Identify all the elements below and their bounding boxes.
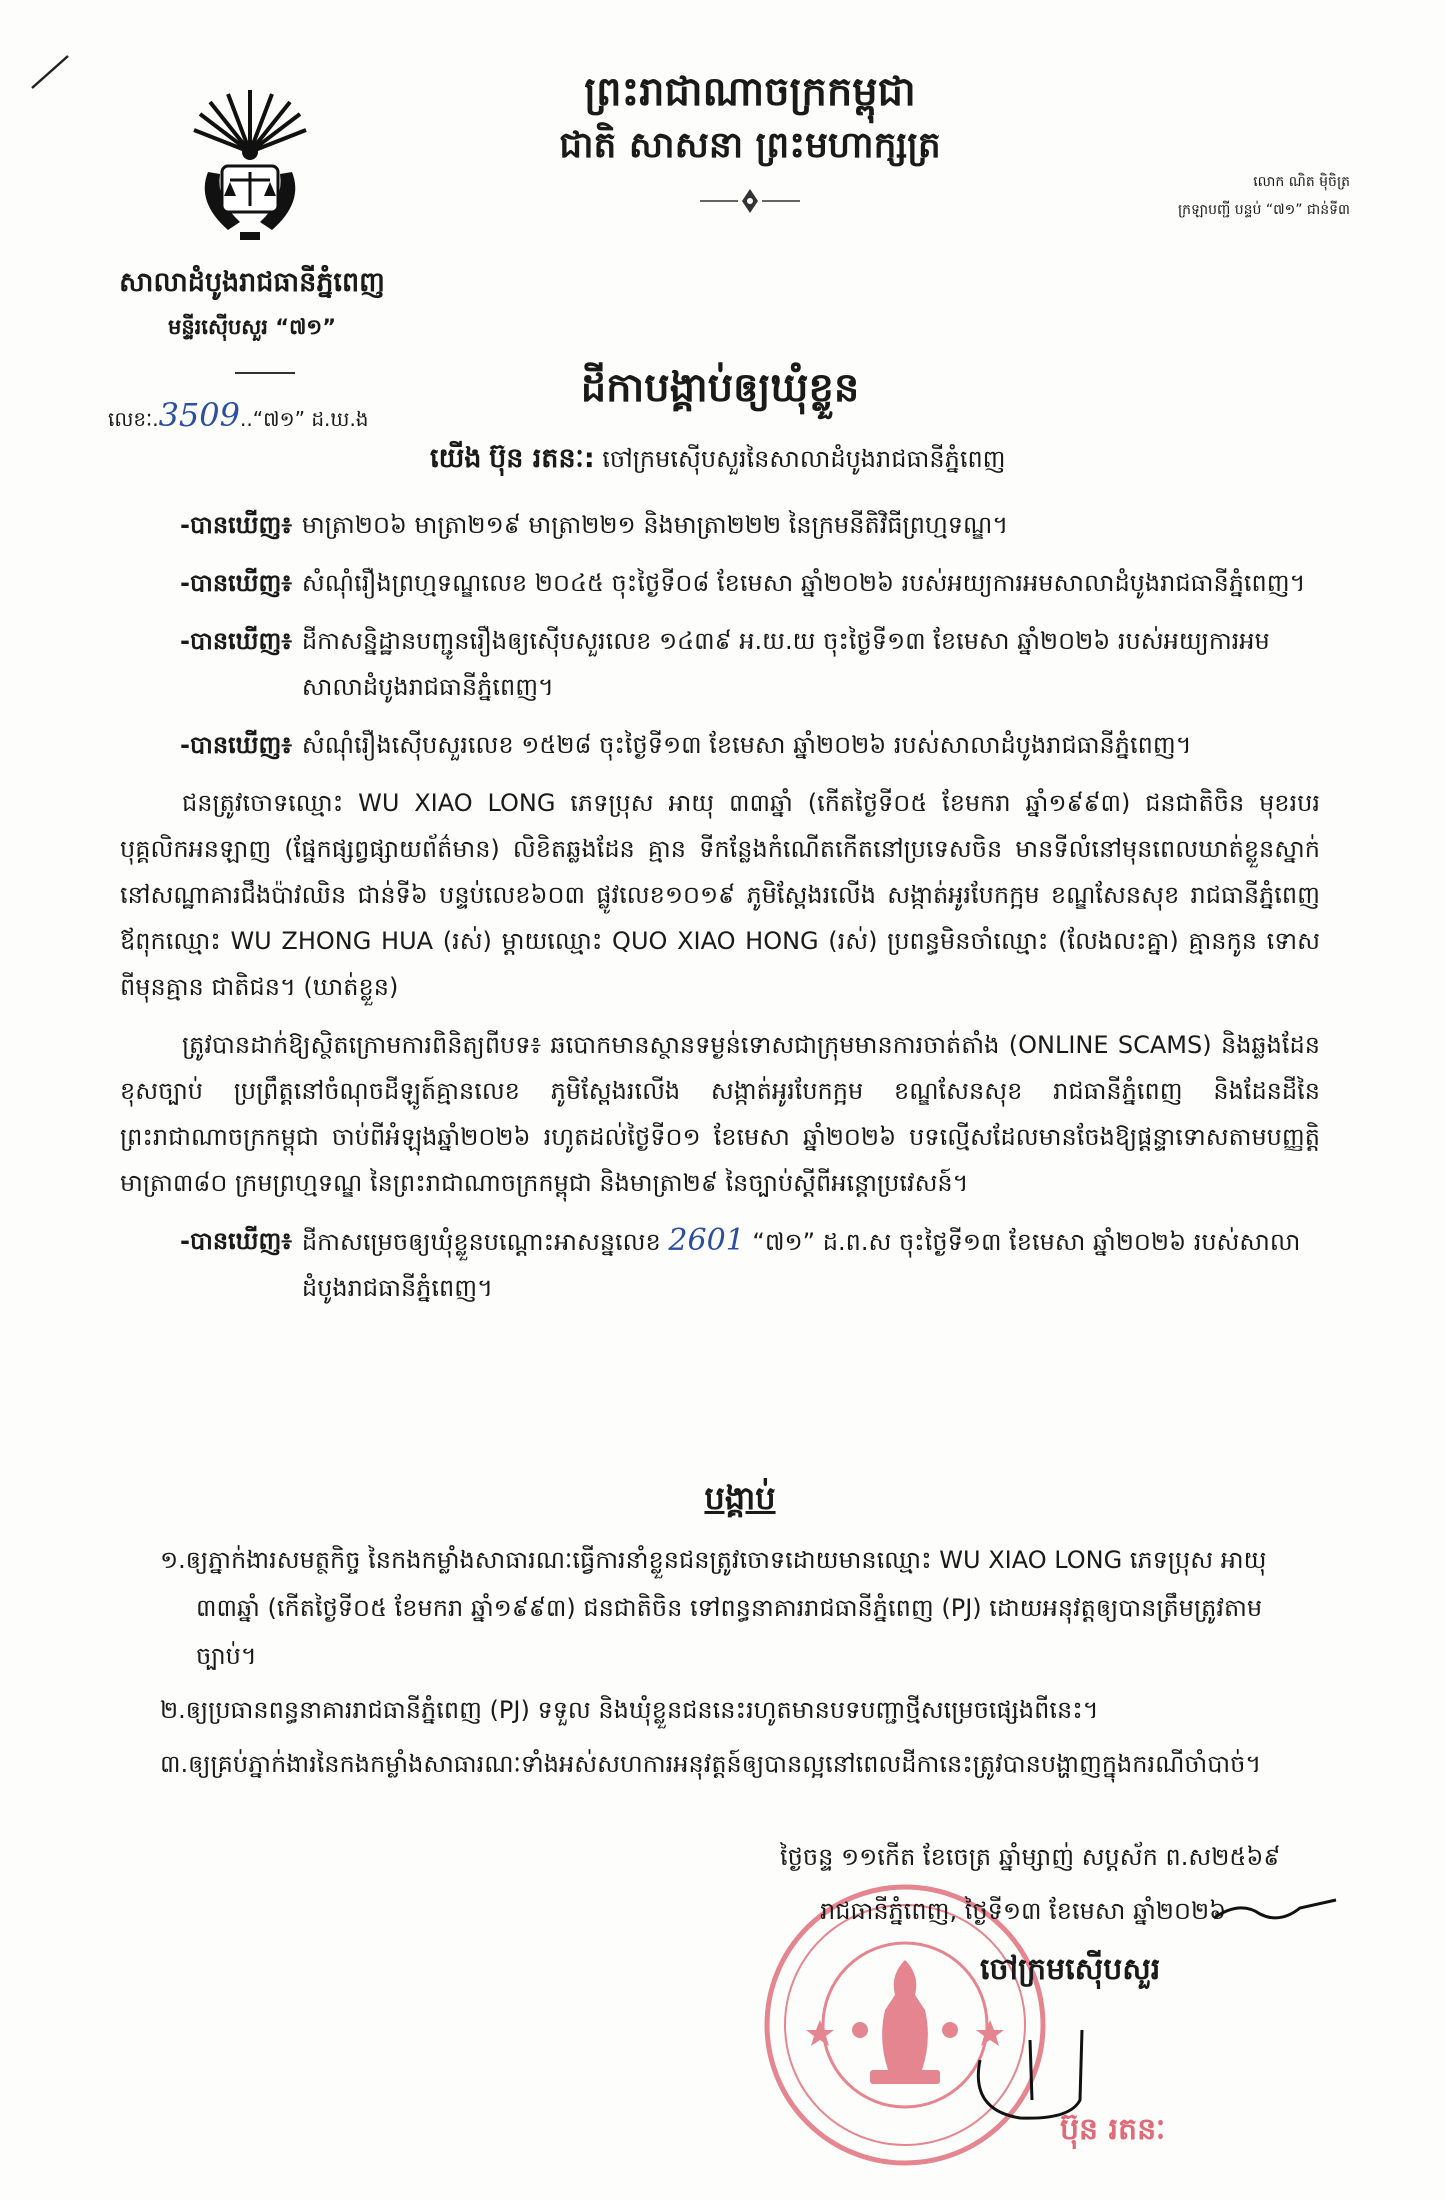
national-motto: ជាតិ សាសនា ព្រះមហាក្សត្រ: [559, 125, 941, 166]
consideration-label: -បានឃើញ៖: [180, 1227, 292, 1255]
ref-prefix: លេខៈ: [108, 407, 153, 431]
consideration-item: [180, 722, 1320, 768]
clerk-note: [1110, 168, 1350, 224]
issuer-role: ចៅក្រមស៊ើបសួរនៃសាលាដំបូងរាជធានីភ្នំពេញ: [602, 445, 1006, 473]
consideration-text: សំណុំរឿងស៊ើបសួរលេខ ១៥២៨ ចុះថ្ងៃទី១៣ ខែមេសា ឆ្នាំ២០២៦ របស់សាលាដំបូងរាជធានីភ្នំពេញ។: [301, 731, 1192, 759]
kingdom-heading: ព្រះរាជាណាចក្រកម្ពុជា: [584, 69, 916, 115]
issuer-name: ប៊ុន រតនៈ: [489, 443, 584, 474]
consideration-text: មាត្រា២០៦ មាត្រា២១៩ មាត្រា២២១ និងមាត្រា២២២ នៃក្រមនីតិវិធីព្រហ្មទណ្ឌ។: [301, 511, 1009, 539]
signer-name: ប៊ុន រតនៈ: [1060, 2112, 1166, 2147]
consideration-label: -បានឃើញ៖: [180, 627, 292, 655]
court-unit: មន្ទីរស៊ើបសួរ “៧១”: [167, 315, 336, 339]
consideration-item: [180, 560, 1320, 606]
order-list: [160, 1536, 1320, 1794]
court-name: សាលាដំបូងរាជធានីភ្នំពេញ: [119, 267, 385, 298]
consideration-item: [180, 618, 1320, 710]
order-item: ២.ឲ្យប្រធានពន្ធនាគាររាជធានីភ្នំពេញ (PJ) ទទួល និងឃុំខ្លួនជននេះរហូតមានបទបញ្ជាថ្មីសម្រេចផ្សេងពីនេះ។: [160, 1696, 1099, 1724]
issuer-pronoun: យើង: [430, 443, 482, 474]
solar-date: រាជធានីភ្នំពេញ, ថ្ងៃទី១៣ ខែមេសា ឆ្នាំ២០២៦: [820, 1897, 1227, 1925]
pen-stroke-mark: [28, 52, 74, 92]
ref-suffix: “៧១” ដ.ឃ.ង: [252, 407, 369, 431]
charge-paragraph: ត្រូវបានដាក់ឱ្យស្ថិតក្រោមការពិនិត្យពីបទ៖ ឆបោកមានស្ថានទម្ងន់ទោសជាក្រុមមានការចាត់តាំង (ONLINE SCAMS) និងឆ្លងដែនខុសច្បាប់ ប្រព្រឹត្តនៅចំណុចដីឡូត៍គ្មានលេខ ភូមិស្ពែងរលើង សង្កាត់អូរបែកក្អម ខណ្ឌសែនសុខ រាជធានីភ្នំពេញ និងដែនដីនៃព្រះរាជាណាចក្រកម្ពុជា ចាប់ពីអំឡុងឆ្នាំ២០២៦ រហូតដល់ថ្ងៃទី០១ ខែមេសា ឆ្នាំ២០២៦ បទល្មើសដែលមានចែងឱ្យផ្តន្ទាទោសតាមបញ្ញត្តិមាត្រា៣៨០ ក្រមព្រហ្មទណ្ឌ នៃព្រះរាជាណាចក្រកម្ពុជា និងមាត្រា២៩ នៃច្បាប់ស្តីពីអន្តោប្រវេសន៍។: [120, 1031, 1320, 1197]
consideration-label: -បានឃើញ៖: [180, 731, 292, 759]
order-heading: បង្គាប់: [704, 1479, 776, 1517]
document-title: ដីកាបង្គាប់ឲ្យឃុំខ្លួន: [580, 365, 860, 411]
consideration-label: -បានឃើញ៖: [180, 569, 292, 597]
lunar-date: ថ្ងៃចន្ទ ១១កើត ខែចេត្រ ឆ្នាំម្សាញ់ សប្តស័ក ព.ស២៥៦៩: [780, 1843, 1281, 1871]
signature-flourish: [1210, 1890, 1340, 1930]
order-item: ១.ឲ្យភ្នាក់ងារសមត្ថកិច្ច នៃកងកម្លាំងសាធារណៈធ្វើការនាំខ្លួនជនត្រូវចោទដោយមានឈ្មោះ WU XIAO LONG ភេទប្រុស អាយុ ៣៣ឆ្នាំ (កើតថ្ងៃទី០៥ ខែមករា ឆ្នាំ១៩៩៣) ជនជាតិចិន ទៅពន្ធនាគាររាជធានីភ្នំពេញ (PJ) ដោយអនុវត្តឲ្យបានត្រឹមត្រូវតាមច្បាប់។: [160, 1546, 1267, 1670]
ref-number-handwritten: 3509: [158, 396, 240, 434]
detention-number-handwritten: 2601: [668, 1223, 745, 1258]
consideration-text: ដីកាសន្និដ្ឋានបញ្ជូនរឿងឲ្យស៊ើបសួរលេខ ១៤៣៩ អ.យ.យ ចុះថ្ងៃទី១៣ ខែមេសា ឆ្នាំ២០២៦ របស់អយ្យការអមសាលាដំបូងរាជធានីភ្នំពេញ។: [301, 627, 1270, 701]
consideration-text: សំណុំរឿងព្រហ្មទណ្ឌលេខ ២០៤៥ ចុះថ្ងៃទី០៨ ខែមេសា ឆ្នាំ២០២៦ របស់អយ្យការអមសាលាដំបូងរាជធានីភ្នំពេញ។: [301, 569, 1306, 597]
clerk-room: ក្រឡាបញ្ជី បន្ទប់ “៧១” ជាន់ទី៣: [1177, 202, 1350, 218]
accused-paragraph: ជនត្រូវចោទឈ្មោះ WU XIAO LONG ភេទប្រុស អាយុ ៣៣ឆ្នាំ (កើតថ្ងៃទី០៥ ខែមករា ឆ្នាំ១៩៩៣) ជនជាតិចិន មុខរបរ បុគ្គលិកអនឡាញ (ផ្នែកផ្សព្វផ្សាយព័ត៌មាន) លិខិតឆ្លងដែន គ្មាន ទីកន្លែងកំណើតកើតនៅប្រទេសចិន មានទីលំនៅមុនពេលឃាត់ខ្លួនស្នាក់នៅសណ្ឋាគារជឹងប៉ាវឈិន ជាន់ទី៦ បន្ទប់លេខ៦០៣ ផ្លូវលេខ១០១៩ ភូមិស្ពែងរលើង សង្កាត់អូរបែកក្អម ខណ្ឌសែនសុខ រាជធានីភ្នំពេញ ឪពុកឈ្មោះ WU ZHONG HUA (រស់) ម្ដាយឈ្មោះ QUO XIAO HONG (រស់) ប្រពន្ធមិនចាំឈ្មោះ (លែងលះគ្នា) គ្មានកូន ទោសពីមុនគ្មាន ជាតិជន។ (ឃាត់ខ្លួន): [120, 789, 1320, 1001]
ornament-divider-icon: [700, 186, 800, 216]
detention-text-after: “៧១” ដ.ព.ស ចុះថ្ងៃទី១៣ ខែមេសា ឆ្នាំ២០២៦ របស់សាលាដំបូងរាជធានីភ្នំពេញ។: [301, 1228, 1301, 1302]
detention-consideration: [180, 1218, 1320, 1311]
signer-title: ចៅក្រមស៊ើបសួរ: [980, 1952, 1161, 1987]
detention-text-before: ដីកាសម្រេចឲ្យឃុំខ្លួនបណ្ដោះអាសន្នលេខ: [301, 1228, 661, 1256]
order-item: ៣.ឲ្យគ្រប់ភ្នាក់ងារនៃកងកម្លាំងសាធារណៈទាំងអស់សហការអនុវត្តន៍ឲ្យបានល្អនៅពេលដីកានេះត្រូវបានបង្ហាញក្នុងករណីចាំបាច់។: [160, 1750, 1262, 1778]
court-emblem-icon: [188, 82, 312, 242]
reference-number-line: លេខៈ.3509..“៧១” ដ.ឃ.ង: [108, 396, 369, 434]
divider: [235, 372, 295, 374]
document-body: [120, 502, 1320, 1323]
issuer-line: យើង ប៊ុន រតនៈ: ចៅក្រមស៊ើបសួរនៃសាលាដំបូងរាជធានីភ្នំពេញ: [430, 443, 1006, 474]
consideration-item: [180, 502, 1320, 548]
consideration-label: -បានឃើញ៖: [180, 511, 292, 539]
clerk-name: លោក ណិត ម៉ិចិត្រ: [1253, 174, 1350, 190]
